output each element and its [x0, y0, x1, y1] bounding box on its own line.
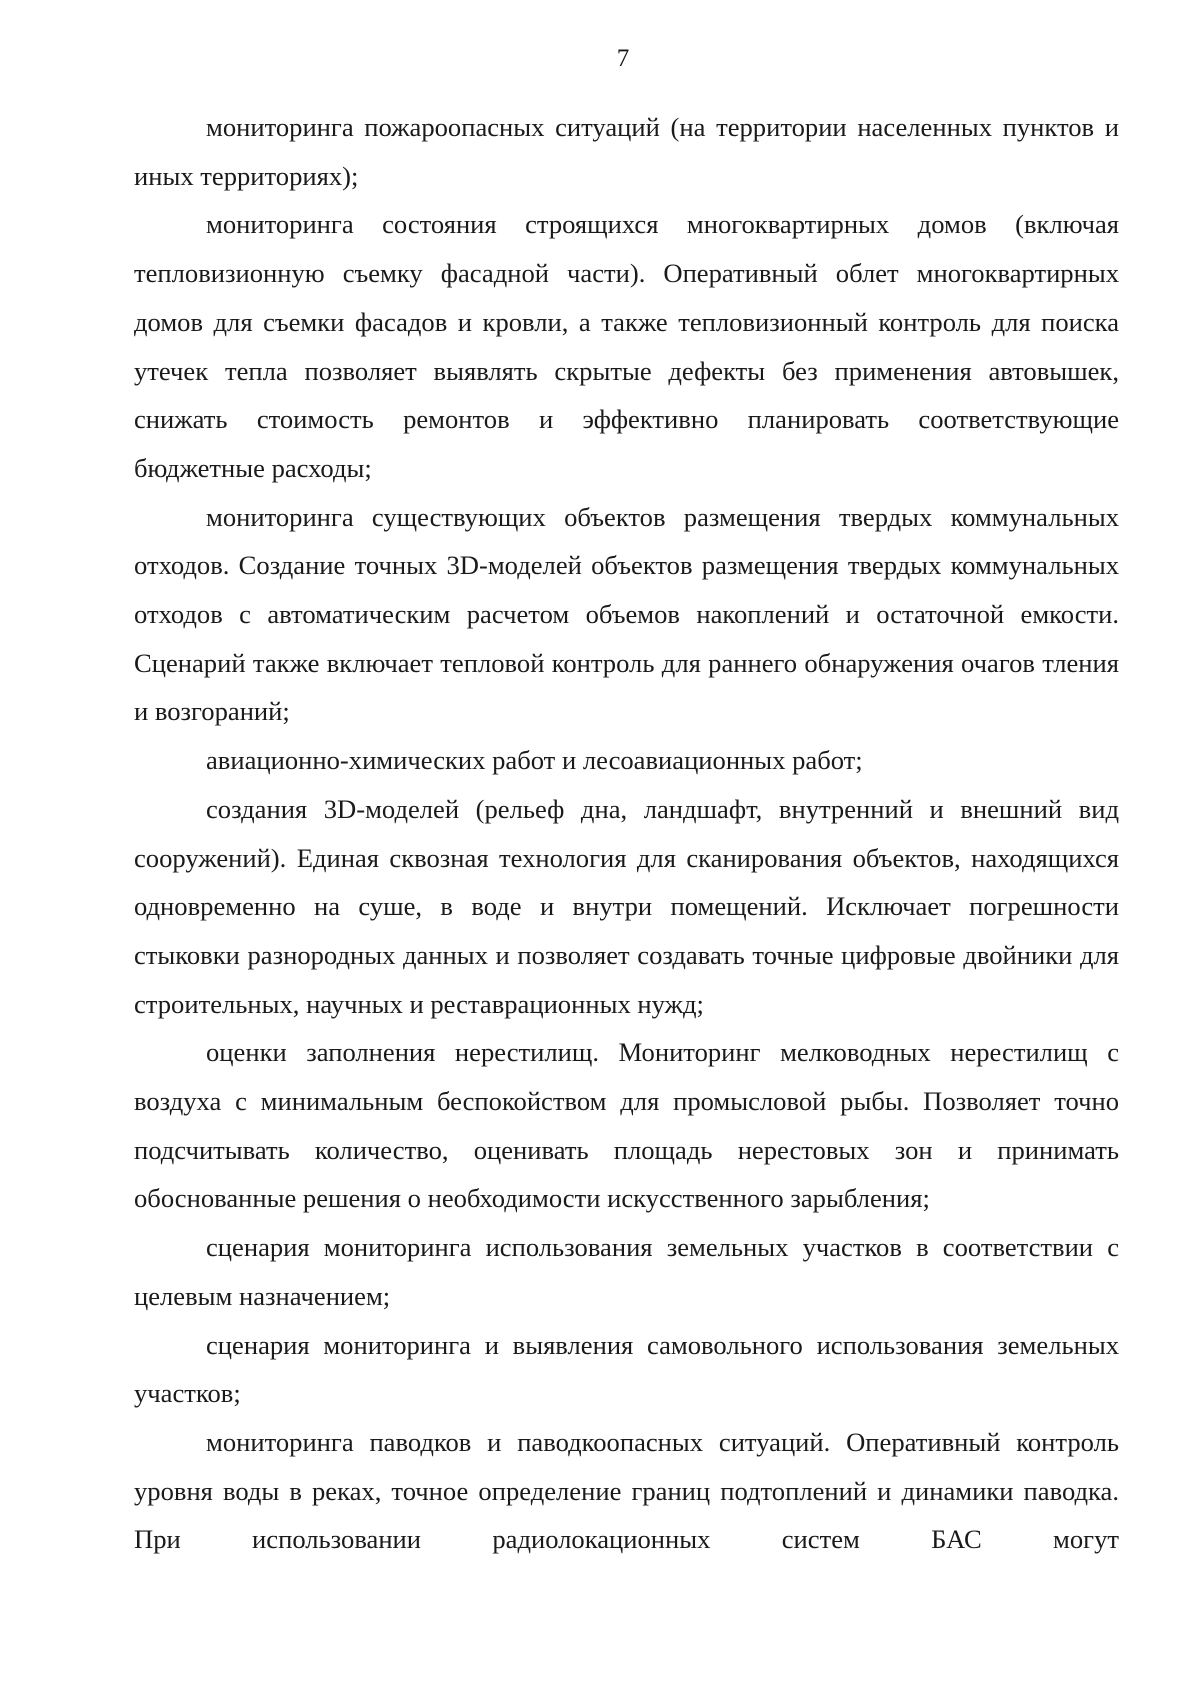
paragraph-land-use-monitoring: сценария мониторинга использования земельных участков в соответствии с целевым назначением;	[134, 1232, 1119, 1311]
paragraph-3d-models: создания 3D-моделей (рельеф дна, ландшафт, внутренний и внешний вид сооружений). Единая сквозная технология для сканирования объектов, находящихся одновременно на суше, в воде и внутри помещений. Исключает погрешности стыковки разнородных данных и позволяет создавать точные цифровые двойники для строительных, научных и реставрационных нужд;	[134, 793, 1119, 1019]
paragraph-fire-monitoring: мониторинга пожароопасных ситуаций (на территории населенных пунктов и иных территориях);	[134, 112, 1119, 191]
paragraph-spawning-grounds: оценки заполнения нерестилищ. Мониторинг мелководных нерестилищ с воздуха с минимальным беспокойством для промысловой рыбы. Позволяет точно подсчитывать количество, оценивать площадь нерестовых зон и принимать обоснованные решения о необходимости искусственного зарыбления;	[134, 1037, 1119, 1214]
document-body	[134, 103, 1119, 1564]
paragraph-flood-monitoring: мониторинга паводков и паводкоопасных ситуаций. Оперативный контроль уровня воды в реках, точное определение границ подтоплений и динамики паводка. При использовании радиолокационных систем БАС могут	[134, 1426, 1119, 1555]
page-number: 7	[616, 45, 630, 72]
paragraph-apartment-buildings-monitoring: мониторинга состояния строящихся многоквартирных домов (включая тепловизионную съемку фасадной части). Оперативный облет многоквартирных домов для съемки фасадов и кровли, а также тепловизионный контроль для поиска утечек тепла позволяет выявлять скрытые дефекты без применения автовышек, снижать стоимость ремонтов и эффективно планировать соответствующие бюджетные расходы;	[134, 209, 1119, 483]
paragraph-unauthorized-land-use: сценария мониторинга и выявления самовольного использования земельных участков;	[134, 1329, 1119, 1409]
paragraph-aviation-works: авиационно-химических работ и лесоавиационных работ;	[206, 745, 863, 776]
paragraph-waste-sites-monitoring: мониторинга существующих объектов размещения твердых коммунальных отходов. Создание точных 3D-моделей объектов размещения твердых коммунальных отходов с автоматическим расчетом объемов накоплений и остаточной емкости. Сценарий также включает тепловой контроль для раннего обнаружения очагов тления и возгораний;	[134, 501, 1119, 727]
